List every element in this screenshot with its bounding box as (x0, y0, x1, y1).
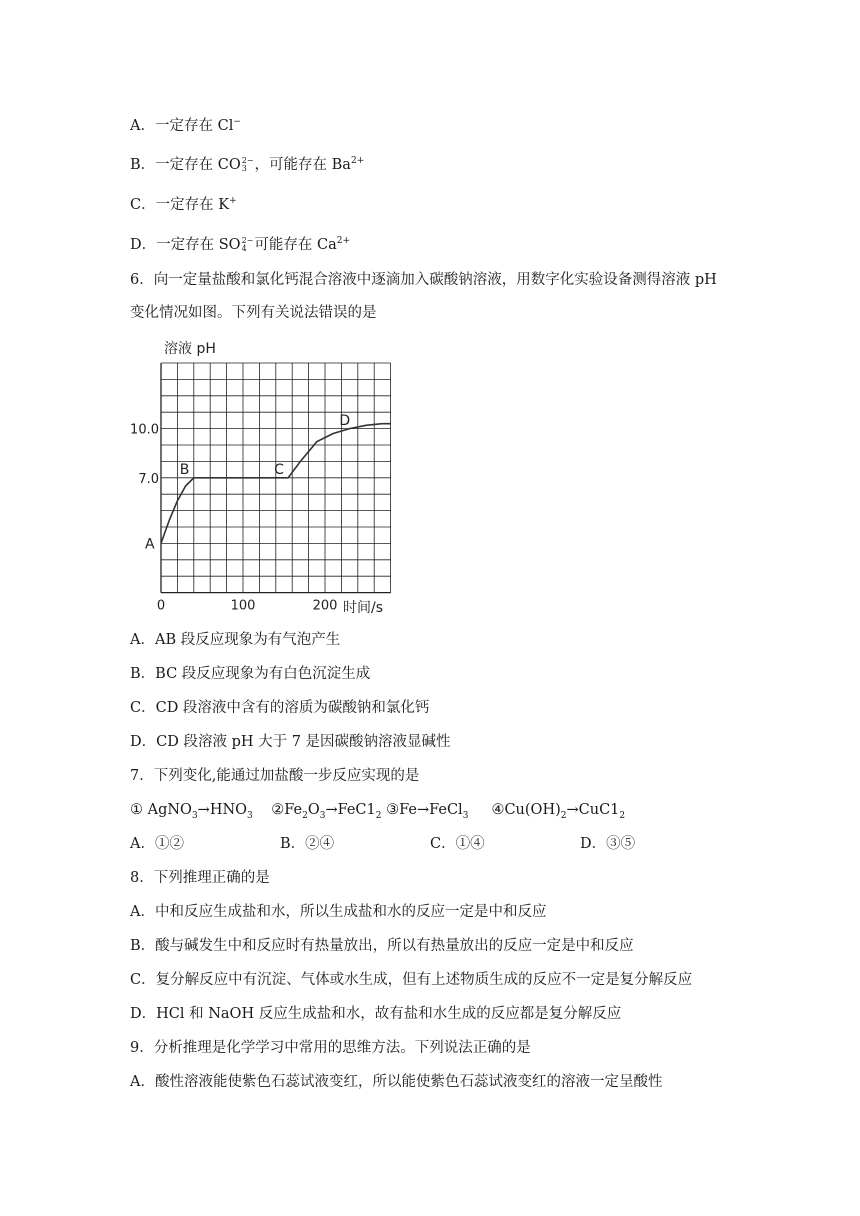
q7-reaction-3: ③Fe→FeCl$_3$ (386, 802, 469, 821)
x-tick-label: 0 (156, 598, 166, 614)
chart-annotations (145, 413, 350, 552)
q9-option-a: A．酸性溶液能使紫色石蕊试液变红，所以能使紫色石蕊试液变红的溶液一定呈酸性 (130, 1074, 663, 1090)
q7-reaction-4: $④Cu(OH)_2\to CuC1_2$ (491, 802, 626, 821)
point-label-c: C (274, 461, 284, 478)
q6-stem-line2: 变化情况如图。下列有关说法错误的是 (130, 305, 377, 321)
point-label-a: A (145, 536, 155, 553)
q7-option-b: B．②④ (280, 836, 335, 852)
q7-option-a: A．①② (130, 836, 184, 852)
q8-option-d: D．HCl 和 NaOH 反应生成盐和水，故有盐和水生成的反应都是复分解反应 (130, 1006, 622, 1022)
q5-option-a: A．一定存在 Cl− (130, 117, 241, 134)
q7-reactions (130, 800, 625, 826)
q5-option-b: B．一定存在 CO 2− 3 ，可能存在 $Ba^{2+}$ (130, 155, 365, 173)
point-label-b: B (179, 461, 190, 478)
q6-option-b: B．BC 段反应现象为有白色沉淀生成 (130, 666, 371, 682)
q5-option-c: C．一定存在 K+ (130, 196, 237, 213)
q8-option-b: B．酸与碱发生中和反应时有热量放出，所以有热量放出的反应一定是中和反应 (130, 938, 634, 954)
q8-stem: 8．下列推理正确的是 (130, 870, 270, 886)
y-tick-label: 7.0 (138, 471, 159, 487)
q7-reaction-1: ① $AgNO_3\to HNO_3$ (130, 802, 253, 821)
x-tick-label: 200 (312, 598, 338, 614)
q7-option-c: C．①④ (430, 836, 485, 852)
chart-ylabel: 溶液 pH (164, 341, 216, 357)
y-tick-label: 10.0 (130, 422, 159, 438)
q5-option-d: D．一定存在 SO 2− 4 可能存在 $Ca^{2+}$ (130, 235, 351, 253)
q6-option-c: C．CD 段溶液中含有的溶质为碳酸钠和氯化钙 (130, 700, 430, 716)
q6-stem-line1: 6．向一定量盐酸和氯化钙混合溶液中逐滴加入碳酸钠溶液，用数字化实验设备测得溶液 pH (130, 272, 717, 288)
q8-option-a: A．中和反应生成盐和水，所以生成盐和水的反应一定是中和反应 (130, 904, 547, 920)
q7-stem: 7．下列变化,能通过加盐酸一步反应实现的是 (130, 768, 420, 784)
q6-option-a: A．AB 段反应现象为有气泡产生 (130, 632, 341, 648)
chart-xlabel: 时间/s (343, 600, 384, 616)
q7-reaction-2: $②Fe_2O_3\to FeC1_2$ (271, 802, 382, 821)
point-label-d: D (339, 413, 351, 430)
ph-chart (120, 330, 420, 620)
q6-option-d: D．CD 段溶液 pH 大于 7 是因碳酸钠溶液显碱性 (130, 734, 451, 750)
q8-option-c: C．复分解反应中有沉淀、气体或水生成，但有上述物质生成的反应不一定是复分解反应 (130, 972, 693, 988)
q9-stem: 9．分析推理是化学学习中常用的思维方法。下列说法正确的是 (130, 1040, 531, 1056)
q7-option-d: D．③⑤ (580, 836, 636, 852)
x-tick-label: 100 (230, 598, 256, 614)
